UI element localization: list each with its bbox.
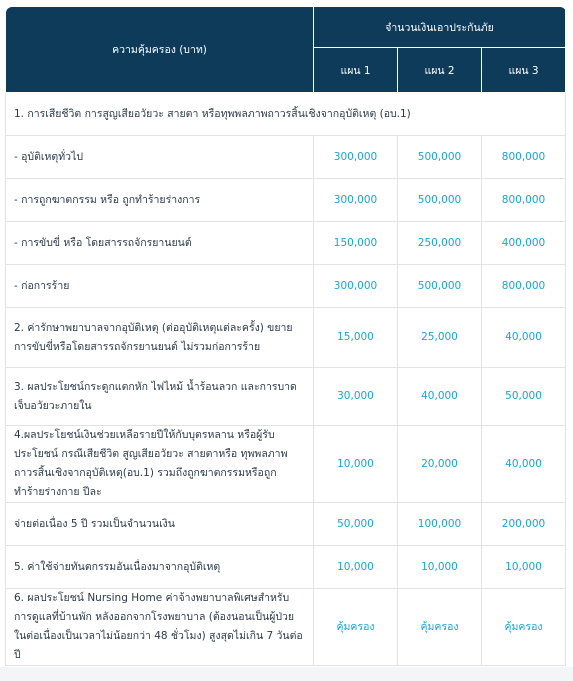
plan-1-value: 30,000 — [314, 368, 398, 426]
table-row — [6, 136, 566, 179]
plan-2-value: 500,000 — [398, 136, 482, 179]
row-label: - การถูกฆาตกรรม หรือ ถูกทำร้ายร่างการ — [6, 179, 314, 222]
coverage-table-container — [5, 6, 565, 666]
row-label: 4.ผลประโยชน์เงินช่วยเหลือรายปีให้กับบุตรหลาน หรือผู้รับประโยชน์ กรณีเสียชีวิต สูญเสียอวัยวะ สายตาหรือ ทุพพลภาพถาวรสิ้นเชิงจากอุบัติเหตุ(อบ.1) รวมถึงถูกฆาตกรรมหรือถูกทำร้ายร่างกาย ปีละ — [6, 426, 314, 503]
plan-1-value: 15,000 — [314, 308, 398, 368]
plan-1-value: 300,000 — [314, 136, 398, 179]
plan-2-value: 40,000 — [398, 368, 482, 426]
plan-3-value: 40,000 — [482, 426, 566, 503]
plan-2-value: 250,000 — [398, 222, 482, 265]
plan-3-value: 50,000 — [482, 368, 566, 426]
plan-3-value: 40,000 — [482, 308, 566, 368]
row-label: 1. การเสียชีวิต การสูญเสียอวัยวะ สายตา หรือทุพพลภาพถาวรสิ้นเชิงจากอุบัติเหตุ (อบ.1) — [6, 93, 566, 136]
row-label: 6. ผลประโยชน์ Nursing Home ค่าจ้างพยาบาลพิเศษสำหรับการดูแลที่บ้านพัก หลังออกจากโรงพยาบาล (ต้องนอนเป็นผู้ป่วยในต่อเนื่องเป็นเวลาไม่น้อยกว่า 48 ชั่วโมง) สูงสุดไม่เกิน 7 วันต่อปี — [6, 589, 314, 666]
plan-2-value: 500,000 — [398, 179, 482, 222]
table-row — [6, 589, 566, 666]
plan-1-header: แผน 1 — [314, 48, 398, 93]
sum-insured-header: จำนวนเงินเอาประกันภัย — [314, 7, 566, 48]
plan-1-value: 50,000 — [314, 503, 398, 546]
plan-3-header: แผน 3 — [482, 48, 566, 93]
row-label: - ก่อการร้าย — [6, 265, 314, 308]
row-label: 5. ค่าใช้จ่ายทันตกรรมอันเนื่องมาจากอุบัติเหตุ — [6, 546, 314, 589]
plan-1-value: 300,000 — [314, 179, 398, 222]
row-label: - การขับขี่ หรือ โดยสารรถจักรยานยนต์ — [6, 222, 314, 265]
plan-1-value: 10,000 — [314, 426, 398, 503]
row-label: จ่ายต่อเนื่อง 5 ปี รวมเป็นจำนวนเงิน — [6, 503, 314, 546]
row-label: 3. ผลประโยชน์กระดูกแตกหัก ไฟไหม้ น้ำร้อนลวก และการบาดเจ็บอวัยวะภายใน — [6, 368, 314, 426]
row-label: - อุบัติเหตุทั่วไป — [6, 136, 314, 179]
plan-1-value: คุ้มครอง — [314, 589, 398, 666]
plan-3-value: คุ้มครอง — [482, 589, 566, 666]
plan-3-value: 400,000 — [482, 222, 566, 265]
plan-2-value: 500,000 — [398, 265, 482, 308]
plan-2-header: แผน 2 — [398, 48, 482, 93]
plan-2-value: คุ้มครอง — [398, 589, 482, 666]
plan-3-value: 200,000 — [482, 503, 566, 546]
plan-2-value: 10,000 — [398, 546, 482, 589]
plan-1-value: 150,000 — [314, 222, 398, 265]
plan-3-value: 800,000 — [482, 265, 566, 308]
table-row — [6, 179, 566, 222]
coverage-header: ความคุ้มครอง (บาท) — [6, 7, 314, 93]
plan-2-value: 25,000 — [398, 308, 482, 368]
table-row — [6, 368, 566, 426]
plan-2-value: 20,000 — [398, 426, 482, 503]
plan-2-value: 100,000 — [398, 503, 482, 546]
plan-3-value: 10,000 — [482, 546, 566, 589]
table-row — [6, 546, 566, 589]
row-label: 2. ค่ารักษาพยาบาลจากอุบัติเหตุ (ต่ออุบัติเหตุแต่ละครั้ง) ขยายการขับขี่หรือโดยสารรถจักรยานยนต์ ไม่รวมก่อการร้าย — [6, 308, 314, 368]
table-row — [6, 426, 566, 503]
coverage-table — [5, 6, 566, 666]
plan-1-value: 10,000 — [314, 546, 398, 589]
page-bottom-strip — [0, 667, 573, 681]
plan-3-value: 800,000 — [482, 136, 566, 179]
table-row — [6, 308, 566, 368]
plan-1-value: 300,000 — [314, 265, 398, 308]
table-row — [6, 503, 566, 546]
plan-3-value: 800,000 — [482, 179, 566, 222]
table-row — [6, 93, 566, 136]
table-row — [6, 222, 566, 265]
table-row — [6, 265, 566, 308]
